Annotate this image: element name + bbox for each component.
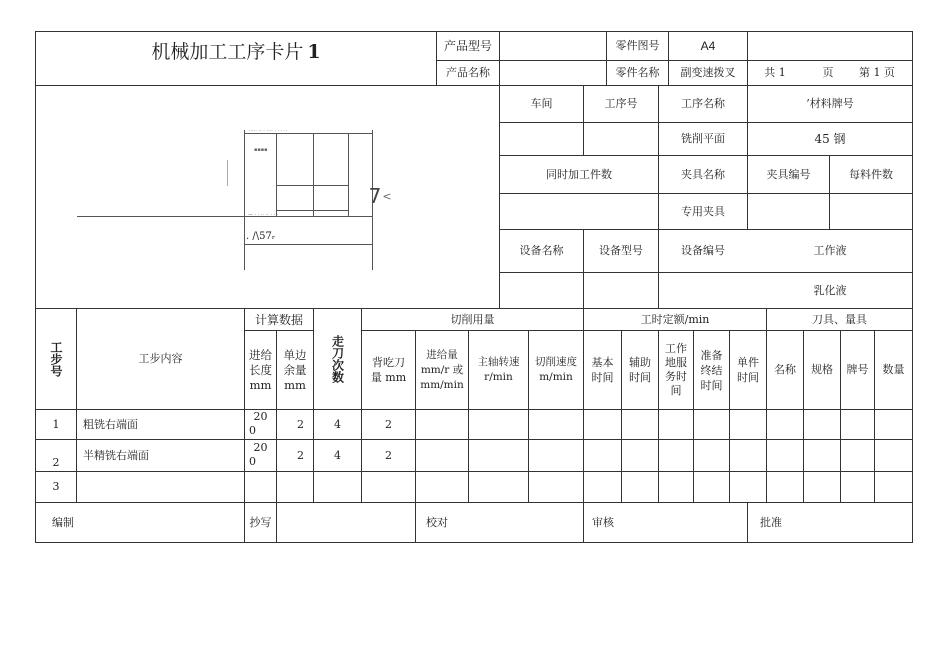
basic-time-header-text: 基本时间 [591, 356, 614, 384]
page-unit: 页 [822, 66, 834, 79]
approved-label: 批准 [760, 515, 782, 529]
roughness-mark-2: < [382, 190, 392, 203]
card-title-number: 1 [307, 41, 321, 63]
step-content-cell: 粗铣右端面 [83, 417, 138, 431]
feed-header-text: 进给量 mm/r 或 mm/min [420, 348, 464, 391]
feed-length-header [245, 331, 276, 409]
tool-brand-header: 牌号 [846, 363, 869, 376]
step-no-cell: 3 [52, 480, 60, 493]
step-content-cell: 半精铣右端面 [83, 448, 149, 462]
basic-time-header [584, 331, 621, 409]
time-quota-header: 工时定额/min [640, 312, 710, 326]
op-no-value [584, 123, 658, 155]
passes-cell: 4 [334, 417, 341, 431]
unit-time-header-text: 单件时间 [737, 356, 759, 384]
feed-length-cell-a: 20 [253, 410, 268, 423]
per-blank-label: 每料件数 [849, 167, 893, 181]
allowance-cell: 2 [297, 448, 304, 462]
workshop-label: 车间 [530, 97, 553, 110]
product-model-value [500, 32, 606, 60]
reviewed-label: 审核 [592, 515, 614, 529]
spindle-header-text: 主轴转速 r/min [477, 356, 520, 383]
tool-spec-header: 规格 [811, 363, 833, 376]
op-name-label: 工序名称 [681, 97, 725, 110]
card-title [36, 32, 436, 72]
feed-length-cell-a: 20 [253, 441, 268, 454]
material-value: 45 钢 [814, 132, 846, 146]
spindle-header [469, 331, 528, 409]
passes-header [314, 309, 361, 409]
feed-header [416, 331, 468, 409]
checked-label: 校对 [426, 515, 448, 529]
part-drawing-no-label: 零件图号 [615, 39, 660, 52]
calc-data-header: 计算数据 [254, 312, 303, 327]
speed-header [529, 331, 583, 409]
coolant-value: 乳化液 [813, 283, 847, 297]
surface-label: . /\57ᵣ [246, 231, 276, 242]
prep-time-header [694, 331, 729, 409]
copied-label: 抄写 [249, 515, 272, 529]
step-no-cell: 2 [52, 455, 60, 469]
depth-header-text: 背吃刀量 mm [370, 356, 407, 384]
passes-cell: 4 [334, 448, 341, 462]
tool-name-header: 名称 [774, 363, 796, 376]
unit-time-header [730, 331, 766, 409]
workshop-value [500, 123, 583, 155]
material-label: ’材料牌号 [806, 97, 854, 110]
op-no-label: 工序号 [604, 97, 638, 110]
page-number: 第 1 页 [859, 66, 895, 79]
feed-length-cell-b: 0 [249, 424, 256, 437]
equip-no-label: 设备编号 [681, 244, 725, 257]
tools-header: 刀具、量具 [812, 312, 867, 326]
compiled-label: 编制 [52, 515, 74, 529]
card-title-text: 机械加工工序卡片 [151, 41, 304, 63]
cutting-header: 切削用量 [450, 312, 495, 326]
part-name-value: 副变速拨叉 [680, 66, 736, 79]
service-time-header-text: 工作地服务时间 [665, 342, 687, 397]
prep-time-header-text: 准备终结时间 [700, 348, 723, 392]
aux-time-header [622, 331, 658, 409]
part-name-label: 零件名称 [615, 66, 660, 79]
step-content-header: 工步内容 [138, 352, 183, 365]
product-name-label: 产品名称 [446, 66, 490, 79]
roughness-mark [368, 186, 382, 206]
depth-header [362, 331, 415, 409]
feed-length-cell-b: 0 [249, 455, 256, 468]
step-no-header-text: 工步号 [49, 341, 63, 377]
simul-parts-label: 同时加工件数 [546, 167, 612, 181]
part-drawing-no-value: A4 [700, 39, 716, 53]
product-model-label: 产品型号 [443, 39, 492, 53]
op-name-value: 铣削平面 [681, 132, 725, 145]
service-time-header [659, 331, 693, 409]
depth-cell: 2 [385, 417, 392, 431]
feed-length-header-text: 进给长度 mm [249, 347, 272, 392]
fixture-no-label: 夹具编号 [766, 167, 811, 181]
step-no-cell: 1 [52, 417, 60, 431]
fixture-name-value: 专用夹具 [681, 204, 725, 218]
roughness-mark-text: 7 [368, 184, 382, 208]
tool-qty-header: 数量 [882, 363, 905, 376]
product-name-value [500, 61, 606, 85]
allowance-cell: 2 [297, 417, 304, 431]
allowance-header-text: 单边余量 mm [283, 347, 307, 392]
passes-header-text: 走刀次数 [330, 335, 345, 383]
equip-name-label: 设备名称 [519, 244, 564, 257]
step-content-cell [77, 472, 244, 502]
equip-model-label: 设备型号 [599, 244, 643, 257]
aux-time-header-text: 辅助时间 [629, 356, 651, 384]
step-no-header [36, 309, 76, 409]
total-pages: 共 1 [764, 66, 786, 79]
depth-cell: 2 [385, 448, 392, 462]
fixture-name-label: 夹具名称 [681, 167, 725, 181]
allowance-header [277, 331, 313, 409]
speed-header-text: 切削速度 m/min [535, 356, 577, 383]
coolant-label: 工作液 [813, 244, 847, 257]
